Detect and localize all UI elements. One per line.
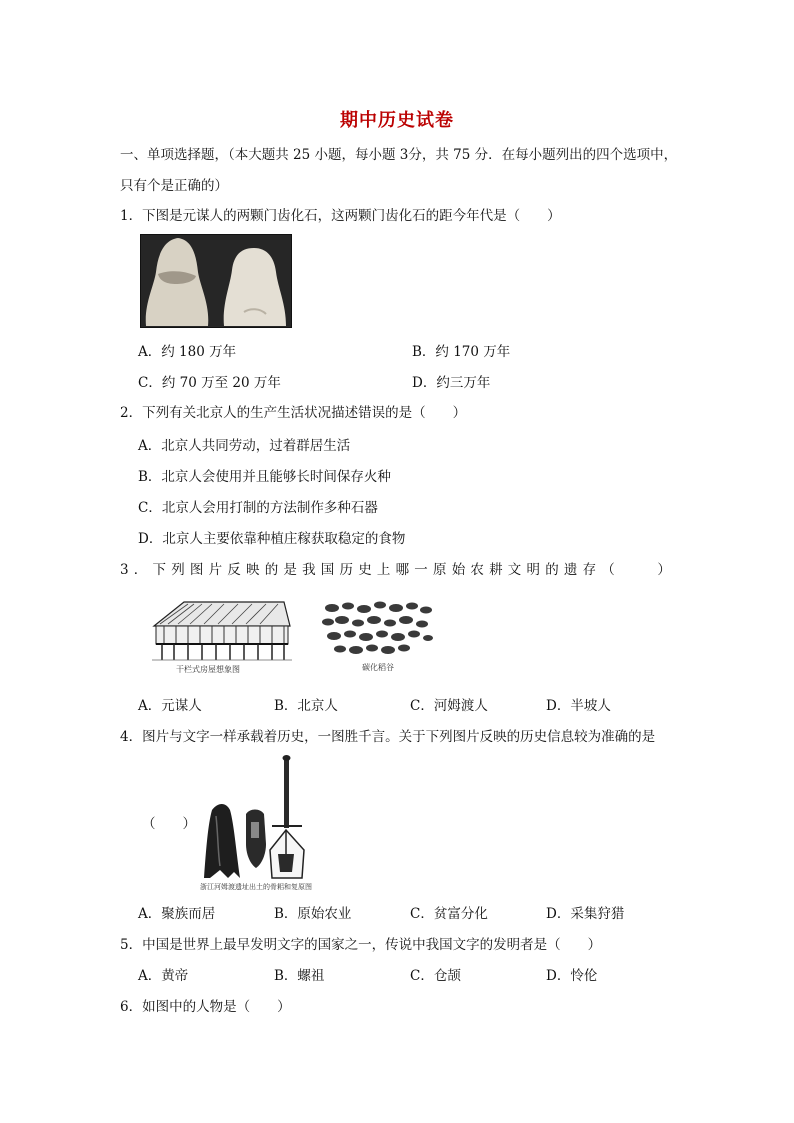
question-3-option-c[interactable]: C．河姆渡人 — [410, 698, 488, 714]
question-1-option-b[interactable]: B．约 170 万年 — [412, 344, 511, 360]
question-5-option-c[interactable]: C．仓颉 — [410, 968, 461, 984]
question-3-option-a[interactable]: A．元谋人 — [138, 698, 202, 714]
question-4-option-a[interactable]: A．聚族而居 — [138, 906, 216, 922]
question-1-option-d[interactable]: D．约三万年 — [412, 375, 491, 391]
question-4-option-b[interactable]: B．原始农业 — [274, 906, 352, 922]
question-1-stem: 1．下图是元谋人的两颗门齿化石，这两颗门齿化石的距今年代是（ ） — [120, 208, 561, 224]
question-1-option-c[interactable]: C．约 70 万至 20 万年 — [138, 375, 281, 391]
section-instructions-line2: 只有个是正确的） — [120, 178, 228, 194]
question-4-option-c[interactable]: C．贫富分化 — [410, 906, 488, 922]
question-6-stem: 6．如图中的人物是（ ） — [120, 999, 291, 1015]
bone-spade-image — [198, 754, 318, 894]
section-instructions-line1: 一、单项选择题，（本大题共 25 小题，每小题 3分，共 75 分．在每小题列出的四个选项中， — [120, 147, 678, 163]
bone-spade-caption: 浙江河姆渡遗址出土的骨耜和复原图 — [200, 883, 312, 891]
question-2-option-d[interactable]: D．北京人主要依靠种植庄稼获取稳定的食物 — [138, 531, 406, 547]
carbonized-rice-image — [318, 596, 436, 678]
question-2-option-a[interactable]: A．北京人共同劳动，过着群居生活 — [138, 438, 351, 454]
question-2-option-c[interactable]: C．北京人会用打制的方法制作多种石器 — [138, 500, 378, 516]
question-4-answer-paren: （ ） — [142, 816, 196, 832]
question-5-option-d[interactable]: D．怜伦 — [546, 968, 598, 984]
question-3-option-b[interactable]: B．北京人 — [274, 698, 338, 714]
question-2-stem: 2．下列有关北京人的生产生活状况描述错误的是（ ） — [120, 405, 467, 421]
question-3-stem: 3．下列图片反映的是我国历史上哪一原始农耕文明的遗存（ ） — [120, 562, 677, 578]
carbonized-rice-caption: 碳化稻谷 — [362, 663, 394, 672]
stilt-house-image — [144, 596, 294, 678]
question-5-option-a[interactable]: A．黄帝 — [138, 968, 189, 984]
question-1-option-a[interactable]: A．约 180 万年 — [138, 344, 237, 360]
question-5-stem: 5．中国是世界上最早发明文字的国家之一，传说中我国文字的发明者是（ ） — [120, 937, 602, 953]
question-5-option-b[interactable]: B．螺祖 — [274, 968, 325, 984]
incisor-fossils-image — [140, 234, 292, 328]
stilt-house-caption: 干栏式房屋想象图 — [176, 665, 240, 674]
page-title: 期中历史试卷 — [340, 110, 454, 131]
question-4-stem: 4．图片与文字一样承载着历史，一图胜千言。关于下列图片反映的历史信息较为准确的是 — [120, 729, 656, 745]
question-3-option-d[interactable]: D．半坡人 — [546, 698, 611, 714]
question-4-option-d[interactable]: D．采集狩猎 — [546, 906, 625, 922]
question-2-option-b[interactable]: B．北京人会使用并且能够长时间保存火种 — [138, 469, 391, 485]
